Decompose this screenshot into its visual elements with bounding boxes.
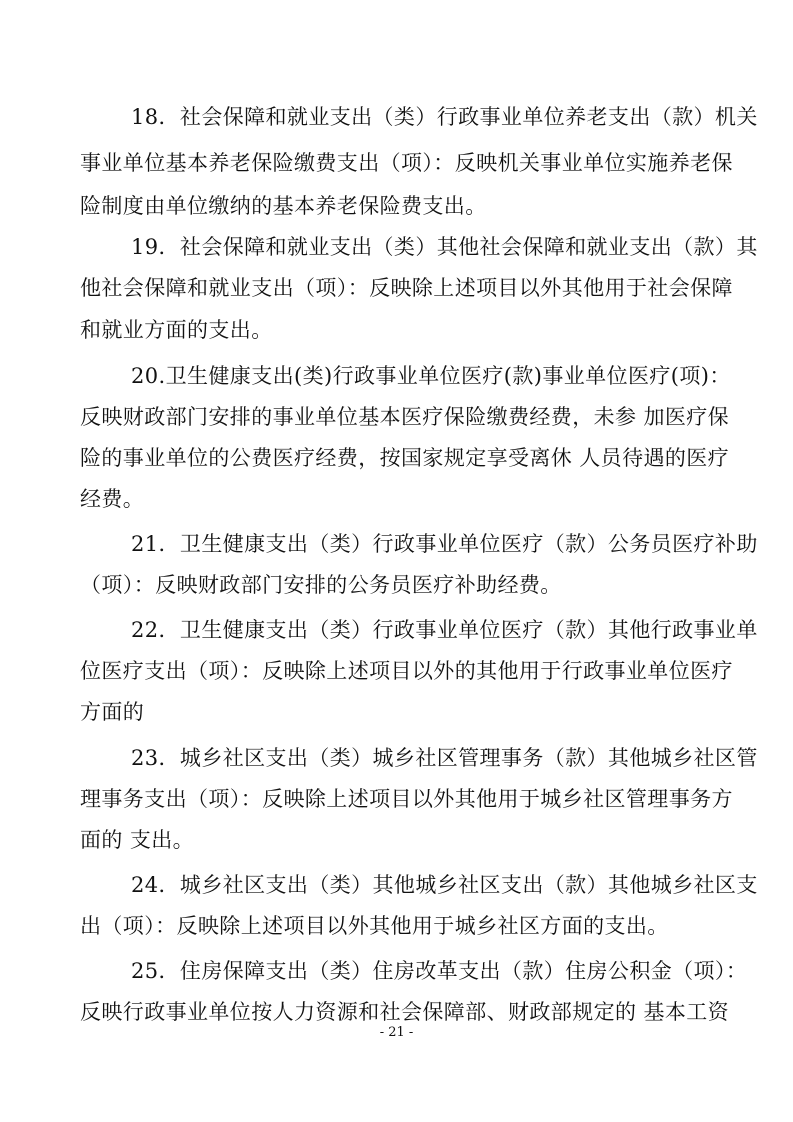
paragraph-23-line-2: 理事务支出（项）：反映除上述项目以外其他用于城乡社区管理事务方 [80, 787, 733, 811]
paragraph-21-line-1: 21．卫生健康支出（类）行政事业单位医疗（款）公务员医疗补助 [131, 532, 758, 556]
paragraph-20-line-2: 反映财政部门安排的事业单位基本医疗保险缴费经费，未参 加医疗保 [80, 405, 730, 429]
paragraph-19-line-2: 他社会保障和就业支出（项）：反映除上述项目以外其他用于社会保障 [80, 276, 733, 300]
paragraph-22-line-2: 位医疗支出（项）：反映除上述项目以外的其他用于行政事业单位医疗 [80, 659, 733, 683]
paragraph-20-line-3: 险的事业单位的公费医疗经费，按国家规定享受离休 人员待遇的医疗 [80, 446, 730, 470]
paragraph-23-line-1: 23．城乡社区支出（类）城乡社区管理事务（款）其他城乡社区管 [131, 746, 758, 770]
paragraph-25-line-1: 25．住房保障支出（类）住房改革支出（款）住房公积金（项）： [131, 959, 748, 983]
paragraph-19-line-3: 和就业方面的支出。 [80, 318, 273, 342]
paragraph-18-line-1: 18．社会保障和就业支出（类）行政事业单位养老支出（款）机关 [131, 105, 758, 129]
paragraph-20-line-4: 经费。 [80, 487, 145, 511]
paragraph-25-line-2: 反映行政事业单位按人力资源和社会保障部、财政部规定的 基本工资 [80, 1000, 730, 1024]
paragraph-22-line-3: 方面的 [80, 700, 145, 724]
paragraph-24-line-2: 出（项）：反映除上述项目以外其他用于城乡社区方面的支出。 [80, 914, 669, 938]
paragraph-18-line-2: 事业单位基本养老保险缴费支出（项）：反映机关事业单位实施养老保 [80, 151, 733, 175]
paragraph-19-line-1: 19．社会保障和就业支出（类）其他社会保障和就业支出（款）其 [131, 235, 758, 259]
paragraph-21-line-2: （项）：反映财政部门安排的公务员医疗补助经费。 [80, 573, 562, 597]
paragraph-22-line-1: 22．卫生健康支出（类）行政事业单位医疗（款）其他行政事业单 [131, 618, 758, 642]
paragraph-18-line-3: 险制度由单位缴纳的基本养老保险费支出。 [80, 194, 487, 218]
paragraph-24-line-1: 24．城乡社区支出（类）其他城乡社区支出（款）其他城乡社区支 [131, 873, 758, 897]
paragraph-20-line-1: 20.卫生健康支出(类)行政事业单位医疗(款)事业单位医疗(项)： [131, 364, 731, 388]
page-number: - 21 - [379, 1025, 414, 1040]
paragraph-23-line-3: 面的 支出。 [80, 828, 195, 852]
